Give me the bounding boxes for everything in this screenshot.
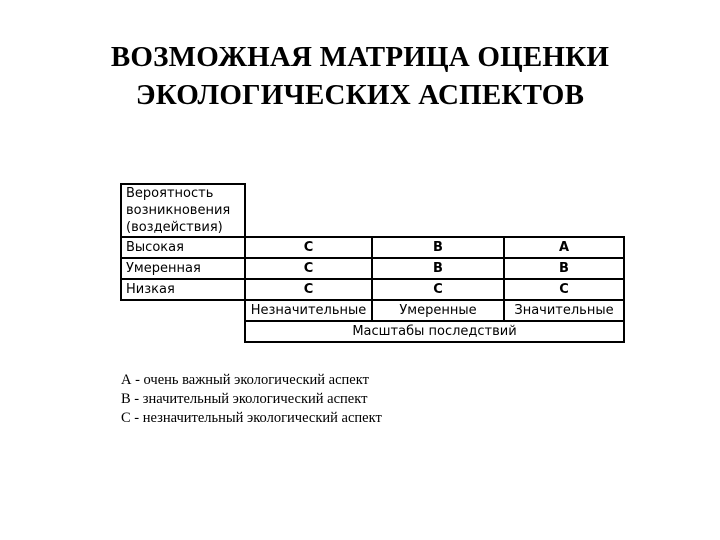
blank-cell <box>372 184 504 237</box>
matrix-cell: B <box>504 258 624 279</box>
legend-item: А - очень важный экологический аспект <box>121 372 369 388</box>
matrix-cell: C <box>372 279 504 300</box>
scale-label: Умеренные <box>372 300 504 321</box>
row-label: Низкая <box>121 279 245 300</box>
title-line-1: ВОЗМОЖНАЯ МАТРИЦА ОЦЕНКИ <box>110 41 610 73</box>
matrix-cell: B <box>372 258 504 279</box>
matrix-cell: C <box>245 237 372 258</box>
consequence-scale-header: Масштабы последствий <box>245 321 624 342</box>
legend <box>121 371 382 428</box>
title-line-2: ЭКОЛОГИЧЕСКИХ АСПЕКТОВ <box>135 79 585 111</box>
matrix-row <box>121 237 624 258</box>
matrix-cell: C <box>245 258 372 279</box>
matrix-cell: B <box>372 237 504 258</box>
matrix-cell: A <box>504 237 624 258</box>
blank-cell <box>121 321 245 342</box>
scale-label: Значительные <box>504 300 624 321</box>
blank-cell <box>245 184 372 237</box>
matrix-header-row <box>121 184 624 237</box>
matrix-cell: C <box>504 279 624 300</box>
matrix-row <box>121 279 624 300</box>
assessment-matrix <box>120 183 625 343</box>
slide-title <box>0 38 720 114</box>
consequence-header-row <box>121 321 624 342</box>
probability-header: Вероятность возникновения (воздействия) <box>121 184 245 237</box>
matrix-cell: C <box>245 279 372 300</box>
scale-label: Незначительные <box>245 300 372 321</box>
row-label: Умеренная <box>121 258 245 279</box>
row-label: Высокая <box>121 237 245 258</box>
matrix-row <box>121 258 624 279</box>
blank-cell <box>504 184 624 237</box>
legend-item: С - незначительный экологический аспект <box>121 410 382 426</box>
blank-cell <box>121 300 245 321</box>
legend-item: В - значительный экологический аспект <box>121 391 368 407</box>
scale-labels-row <box>121 300 624 321</box>
